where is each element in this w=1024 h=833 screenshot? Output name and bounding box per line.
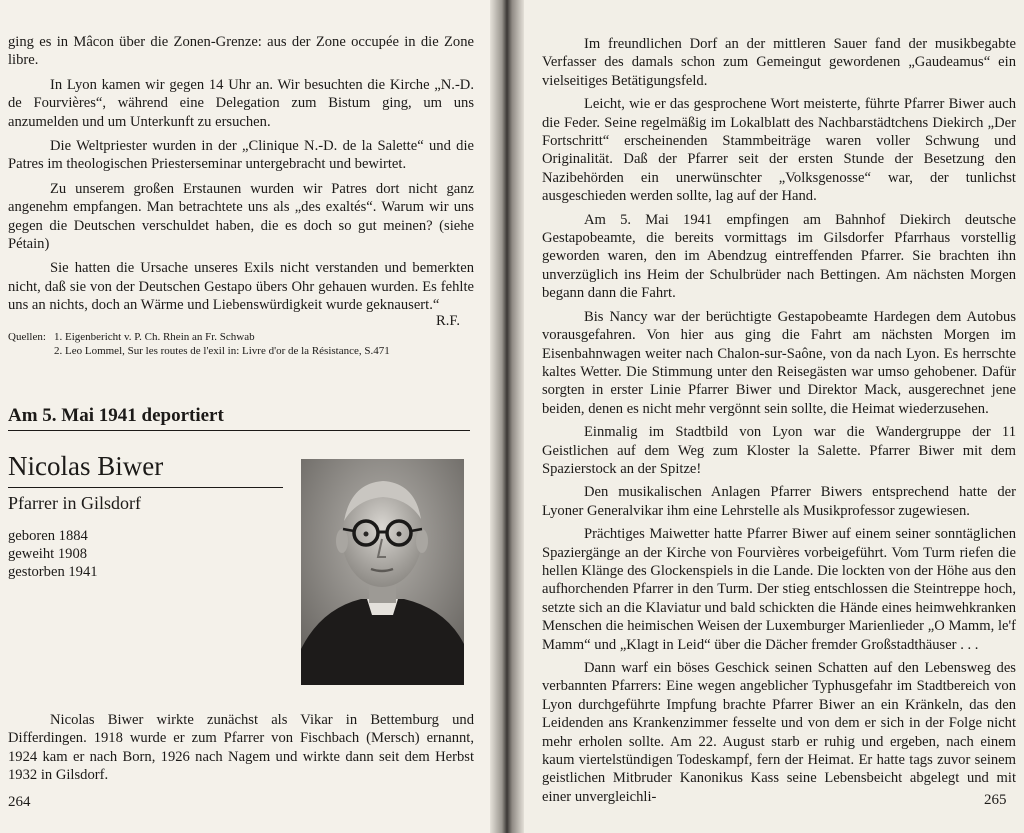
paragraph: Den musikalischen Anlagen Pfarrer Biwers entsprechend hatte der Lyoner Generalvikar ihm eine Lehrstelle als Musikprofessor zugewiesen. [542,484,1016,519]
paragraph: Im freundlichen Dorf an der mittleren Sauer fand der musikbegabte Verfasser des damals schon zum Gemeingut gewordenen „Gaudeamus“ ein vielseitiges Betätigungsfeld. [542,36,1016,89]
right-page-text [542,35,1016,811]
paragraph: Sie hatten die Ursache unseres Exils nicht verstanden und bemerkten nicht, daß sie von der Deutschen Gestapo übers Ohr gehauen wurden. Es fehlte uns an nichts, doch an Wärme und Liebenswürdigkeit wurde geknausert.“ [8,260,474,314]
sources-label: Quellen: [8,331,46,343]
left-page [0,0,500,833]
name-divider [8,487,283,488]
source-item: 1. Eigenbericht v. P. Ch. Rhein an Fr. Schwab [54,331,255,343]
person-name: Nicolas Biwer [8,451,164,481]
portrait-photo [301,459,464,685]
source-item: 2. Leo Lommel, Sur les routes de l'exil in: Livre d'or de la Résistance, S.471 [54,344,390,357]
paragraph: Prächtiges Maiwetter hatte Pfarrer Biwer auf einem seiner sonntäglichen Spaziergänge an der Kirche von Fourvières vorbeigeführt. Vom Turm riefen die hellen Klänge des Glockenspiels in die Lande. Die lockten von der Höhe aus den aufhorchenden Pfarrer in den Turm. Der stieg entschlossen die Steintreppe hoch, setzte sich an die Klaviatur und bald schickten die Hände eines heimwehkranken Menschen die heimischen Weisen der Luxemburger Marienlieder „O Mamm, le'f Mamm“ und „Klagt in Leid“ über die Dächer fremder Großstadthäuser . . . [542,526,1016,653]
ordination-date: geweiht 1908 [8,546,88,562]
paragraph: Die Weltpriester wurden in der „Clinique N.-D. de la Salette“ und die Patres im theologischen Priesterseminar untergebracht und bewirtet. [8,138,474,173]
life-dates [8,527,98,581]
paragraph: In Lyon kamen wir gegen 14 Uhr an. Wir besuchten die Kirche „N.-D. de Fourvières“, während eine Delegation zum Bistum ging, um uns anzumelden und um Unterkunft zu ersuchen. [8,76,474,130]
paragraph: Dann warf ein böses Geschick seinen Schatten auf den Lebensweg des verbannten Pfarrers: Eine wegen angeblicher Typhusgefahr im Stadtbereich von Lyon durchgeführte Impfung brachte Pfarrer Biwer an ein Kränkeln, das den Leidenden ans Krankenzimmer fesselte und von dem er sich in der Folge nicht mehr erholen sollte. Am 22. August starb er ruhig und ergeben, nach einem kaum viertelstündigen Todeskampf, fern der Heimat. Er hatte tags zuvor seinem geistlichen Mitbruder Kanonikus Kass seine Lebensbeicht abgelegt und mit einer unvergleichli- [542,660,1016,805]
section-title: Am 5. Mai 1941 deportiert [8,405,470,431]
page-number-left: 264 [8,794,31,810]
death-date: gestorben 1941 [8,564,98,580]
paragraph: Zu unserem großen Erstaunen wurden wir Patres dort nicht ganz angenehm empfangen. Man betrachtete uns als „des exaltés“. Warum wir uns gegen die Deutschen verschuldet haben, die es doch so gut meinen? (siehe Pétain) [8,180,474,253]
paragraph: Am 5. Mai 1941 empfingen am Bahnhof Diekirch deutsche Gestapobeamte, die bereits vormittags im Gilsdorfer Pfarrhaus vorstellig geworden waren, den im Abendzug eintreffenden Pfarrer. Sie brachten ihn unverzüglich ins Heim der Schulbrüder nach Bettingen. Am nächsten Morgen begann dann die Fahrt. [542,211,1016,302]
person-role: Pfarrer in Gilsdorf [8,493,141,513]
signature: R.F. [436,313,460,329]
paragraph: Nicolas Biwer wirkte zunächst als Vikar in Bettemburg und Differdingen. 1918 wurde er zum Pfarrer von Fischbach (Mersch) ernannt, 1924 kam er nach Born, 1926 nach Nagem und wirkte dann seit dem Herbst 1932 in Gilsdorf. [8,712,474,784]
paragraph: Bis Nancy war der berüchtigte Gestapobeamte Hardegen dem Autobus vorausgefahren. Von hier aus ging die Fahrt am nächsten Morgen im Eisenbahnwagen weiter nach Chalon-sur-Saône, von da nach Lyon. Es herrschte kaltes Wetter. Die Stimmung unter den Reisegästen war umso gehobener. Dafür sorgten in erster Linie Pfarrer Biwer und Direktor Mack, ausgerechnet jene beiden, denen es nicht mehr vergönnt sein sollte, die Heimat wiederzusehen. [542,308,1016,417]
sources [8,331,478,358]
paragraph: Leicht, wie er das gesprochene Wort meisterte, führte Pfarrer Biwer auch die Feder. Seine regelmäßig im Lokalblatt des Nachbarstädtchens Diekirch „Der Fortschritt“ erscheinenden Stammbeiträge waren voller Schwung und Originalität. Daß der Pfarrer seit der ersten Stunde der Besetzung den Nazibehörden ein unerwünschter „Volksgenosse“ war, der tunlichst ausgeschieden werden sollte, lag auf der Hand. [542,96,1016,205]
page-number-right: 265 [984,792,1007,808]
book-gutter [490,0,524,833]
left-top-text [8,33,474,321]
left-bottom-text [8,711,474,791]
paragraph: ging es in Mâcon über die Zonen-Grenze: aus der Zone occupée in die Zone libre. [8,34,474,69]
birth-date: geboren 1884 [8,528,88,544]
paragraph: Einmalig im Stadtbild von Lyon war die Wandergruppe der 11 Geistlichen auf dem Weg zum Kloster la Salette. Pfarrer Biwer mit dem Spazierstock an der Spitze! [542,424,1016,477]
